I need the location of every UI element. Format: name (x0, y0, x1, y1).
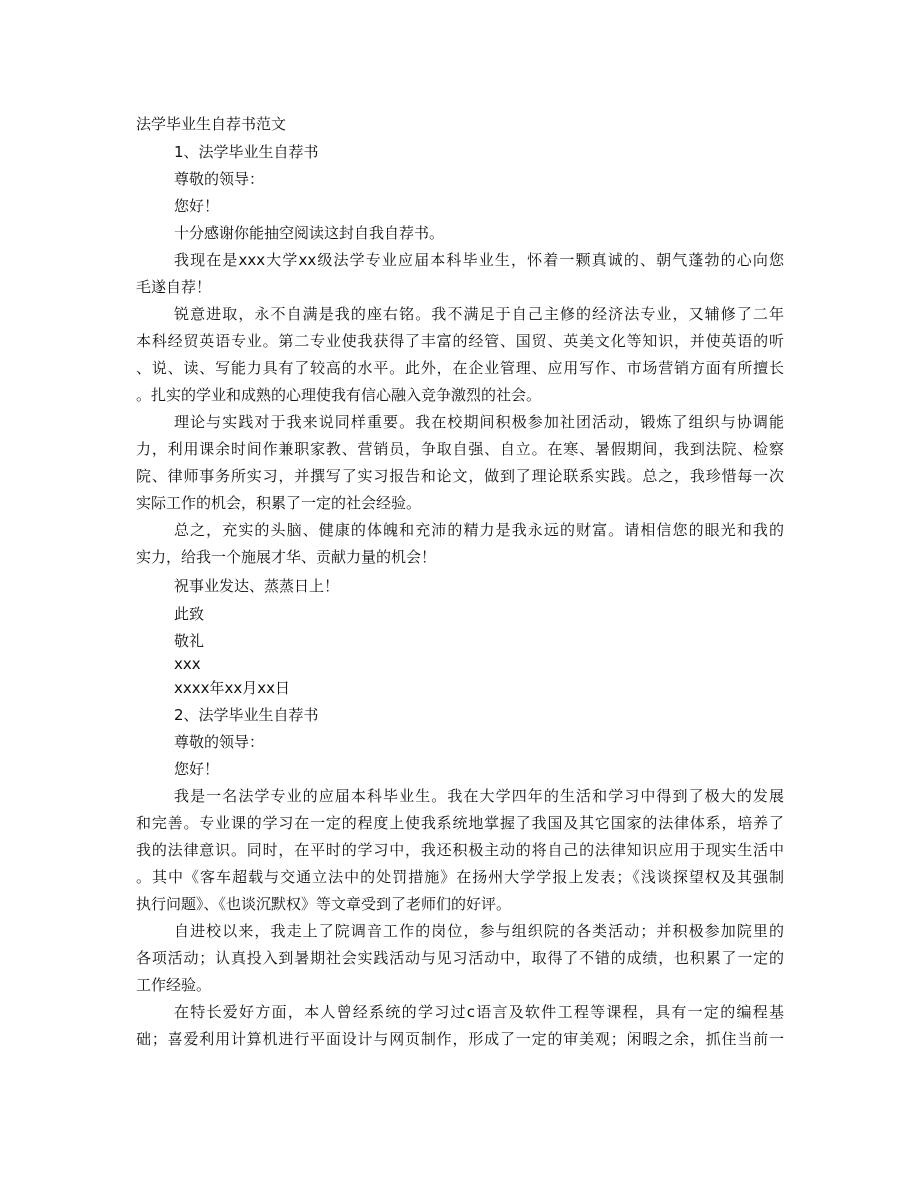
closing-line: 敬礼 (174, 632, 205, 650)
text-line: 工作经验。 (136, 976, 212, 994)
closing-wish: 祝事业发达、蒸蒸日上！ (174, 577, 340, 595)
text-line: 我现在是xxx大学xx级法学专业应届本科毕业生，怀着一颗真诚的、朝气蓬勃的心向您 (174, 251, 784, 269)
greeting: 您好！ (174, 760, 220, 778)
text-line: 理论与实践对于我来说同样重要。我在校期间积极参加社团活动，锻炼了组织与协调能 (174, 413, 784, 431)
text-line: 执行问题》、《也谈沉默权》等文章受到了老师们的好评。 (136, 895, 512, 913)
text-line: 毛遂自荐！ (136, 278, 212, 296)
text-line: 院、律师事务所实习，并撰写了实习报告和论文，做到了理论联系实践。总之，我珍惜每一次 (136, 467, 784, 485)
text-line: 本科经贸英语专业。第二专业使我获得了丰富的经管、国贸、英美文化等知识，并使英语的听 (136, 332, 784, 350)
text-line: 力，利用课余时间作兼职家教、营销员，争取自强、自立。在寒、暑假期间，我到法院、检察 (136, 440, 784, 458)
closing-line: 此致 (174, 605, 205, 623)
text-line: 。其中《客车超载与交通立法中的处罚措施》在扬州大学学报上发表；《浅谈探望权及其强制 (136, 868, 784, 886)
text-line: 锐意进取，永不自满是我的座右铭。我不满足于自己主修的经济法专业，又辅修了二年 (174, 305, 784, 323)
text-line: 十分感谢你能抽空阅读这封自我自荐书。 (174, 224, 445, 242)
text-line: 础；喜爱利用计算机进行平面设计与网页制作，形成了一定的审美观；闲暇之余，抓住当前一 (136, 1030, 784, 1048)
signature-name: xxx (174, 655, 201, 673)
text-line: 。扎实的学业和成熟的心理使我有信心融入竞争激烈的社会。 (136, 386, 542, 404)
text-line: 我是一名法学专业的应届本科毕业生。我在大学四年的生活和学习中得到了极大的发展 (174, 787, 784, 805)
text-line: 和完善。专业课的学习在一定的程度上使我系统地掌握了我国及其它国家的法律体系，培养了 (136, 814, 784, 832)
text-line: 自进校以来，我走上了院调音工作的岗位，参与组织院的各类活动；并积极参加院里的 (174, 922, 784, 940)
section-heading: 1、法学毕业生自荐书 (174, 143, 319, 161)
text-line: 我的法律意识。同时，在平时的学习中，我还积极主动的将自己的法律知识应用于现实生活中 (136, 841, 784, 859)
text-line: 各项活动；认真投入到暑期社会实践活动与见习活动中，取得了不错的成绩，也积累了一定的 (136, 949, 784, 967)
salutation: 尊敬的领导： (174, 170, 265, 188)
salutation: 尊敬的领导： (174, 733, 265, 751)
text-line: 总之，充实的头脑、健康的体魄和充沛的精力是我永远的财富。请相信您的眼光和我的 (174, 521, 784, 539)
greeting: 您好！ (174, 197, 220, 215)
signature-date: xxxx年xx月xx日 (174, 679, 291, 697)
text-line: 在特长爱好方面，本人曾经系统的学习过c语言及软件工程等课程，具有一定的编程基 (174, 1003, 784, 1021)
document-title: 法学毕业生自荐书范文 (136, 115, 287, 133)
text-line: 实力，给我一个施展才华、贡献力量的机会！ (136, 548, 437, 566)
section-heading: 2、法学毕业生自荐书 (174, 706, 319, 724)
text-line: 、说、读、写能力具有了较高的水平。此外，在企业管理、应用写作、市场营销方面有所擅长 (136, 359, 784, 377)
text-line: 实际工作的机会，积累了一定的社会经验。 (136, 494, 422, 512)
